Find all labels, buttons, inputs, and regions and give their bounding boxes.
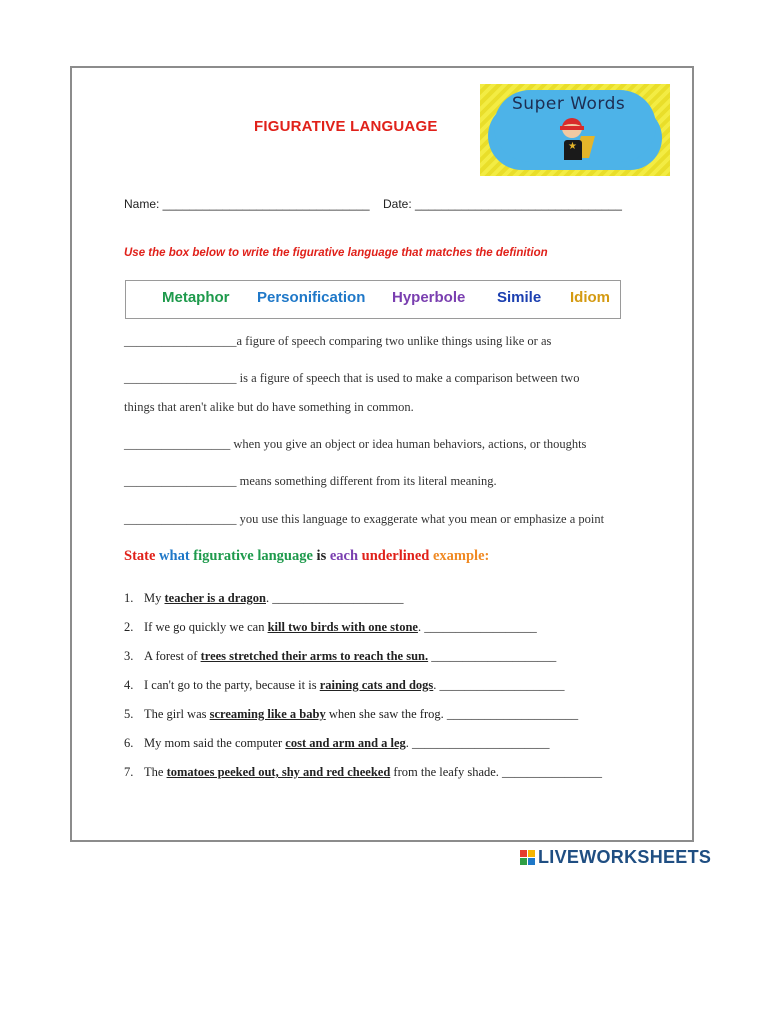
example-item[interactable]: 2. If we go quickly we can kill two birds with one stone. __________________	[124, 620, 537, 634]
logo-title: Super Words	[512, 94, 626, 114]
definition-3[interactable]: _________________ when you give an object or idea human behaviors, actions, or thoughts	[124, 437, 587, 451]
word-idiom: Idiom	[570, 289, 610, 306]
definition-4[interactable]: __________________ means something different from its literal meaning.	[124, 474, 497, 488]
brand-name: LIVEWORKSHEETS	[538, 847, 712, 867]
example-item[interactable]: 5. The girl was screaming like a baby when she saw the frog. _____________________	[124, 707, 579, 721]
word-metaphor: Metaphor	[162, 289, 230, 306]
heading-part: each	[329, 548, 362, 564]
worksheet-title: FIGURATIVE LANGUAGE	[254, 118, 438, 135]
underlined-phrase: raining cats and dogs	[319, 678, 434, 692]
definition-2-continued: things that aren't alike but do have something in common.	[124, 400, 414, 414]
liveworksheets-logo[interactable]	[520, 847, 711, 868]
underlined-phrase: screaming like a baby	[209, 707, 326, 721]
worksheet-frame	[70, 66, 694, 842]
state-heading	[124, 548, 489, 565]
underlined-phrase: cost and arm and a leg	[285, 736, 406, 750]
super-words-logo	[480, 84, 670, 176]
star-icon: ★	[568, 141, 577, 152]
word-simile: Simile	[497, 289, 542, 306]
underlined-phrase: kill two birds with one stone	[267, 620, 418, 634]
heading-part: State	[124, 548, 160, 564]
liveworksheets-icon	[520, 850, 535, 865]
heading-part: what	[159, 548, 194, 564]
example-item[interactable]: 6. My mom said the computer cost and arm and a leg. ______________________	[124, 736, 550, 750]
mask-icon	[560, 126, 584, 130]
instruction-text: Use the box below to write the figurative language that matches the definition	[124, 247, 548, 259]
word-hyperbole: Hyperbole	[392, 289, 466, 306]
definition-5[interactable]: __________________ you use this language to exaggerate what you mean or emphasize a point	[124, 512, 605, 526]
definition-2[interactable]: __________________ is a figure of speech that is used to make a comparison between two	[124, 371, 580, 385]
name-field[interactable]: Name: _______________________________	[124, 197, 370, 211]
heading-part: figurative language	[193, 548, 317, 564]
underlined-phrase: tomatoes peeked out, shy and red cheeked	[166, 765, 391, 779]
heading-part: example:	[432, 548, 490, 564]
example-item[interactable]: 4. I can't go to the party, because it is raining cats and dogs. ____________________	[124, 678, 565, 692]
word-bank	[125, 280, 621, 319]
heading-part: underlined	[361, 548, 433, 564]
example-item[interactable]: 7. The tomatoes peeked out, shy and red cheeked from the leafy shade. ________________	[124, 765, 603, 779]
underlined-phrase: teacher is a dragon	[164, 591, 266, 605]
example-item[interactable]: 3. A forest of trees stretched their arms to reach the sun. ____________________	[124, 649, 557, 663]
underlined-phrase: trees stretched their arms to reach the sun.	[200, 649, 429, 663]
example-item[interactable]: 1. My teacher is a dragon. _____________________	[124, 591, 404, 605]
heading-part: is	[316, 548, 330, 564]
date-field[interactable]: Date: _______________________________	[383, 197, 622, 211]
word-personification: Personification	[257, 289, 366, 306]
definition-1[interactable]: __________________a figure of speech comparing two unlike things using like or as	[124, 334, 552, 348]
